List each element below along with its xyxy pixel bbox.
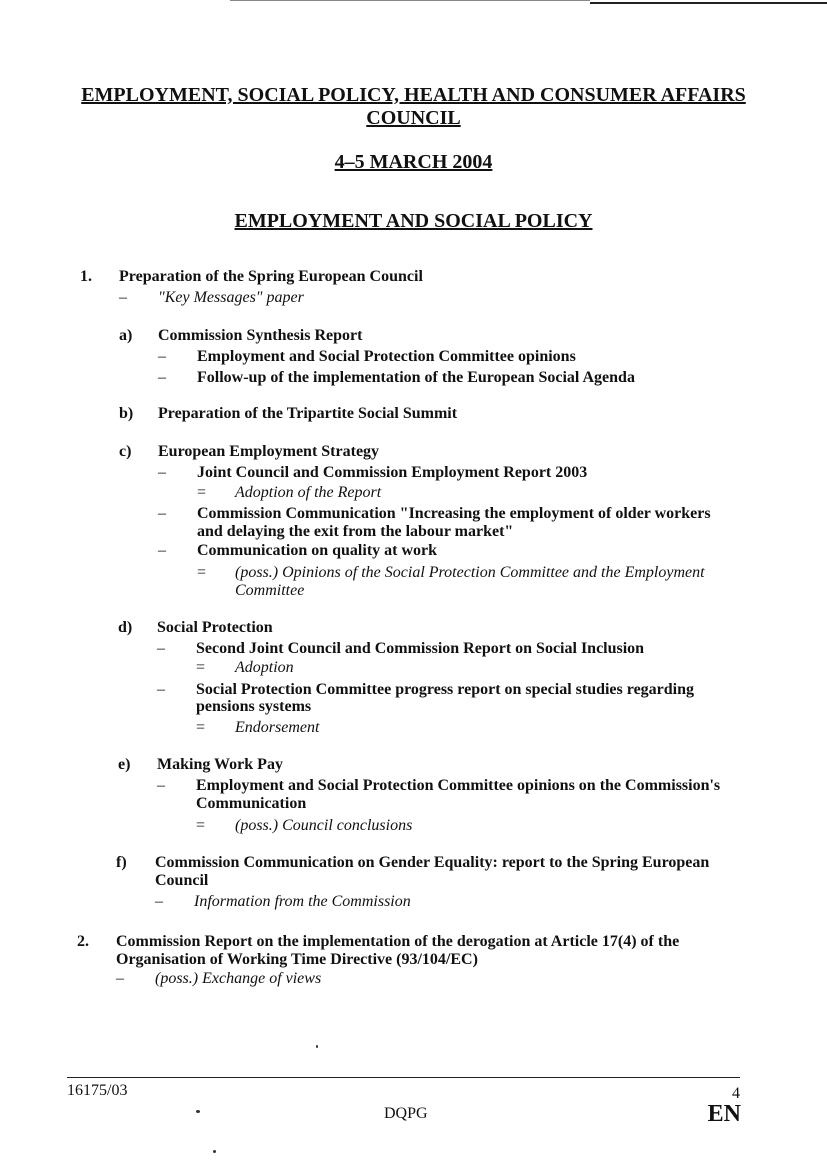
item-1c-sub-2-line-1: Commission Communication "Increasing the employment of older workers [197, 505, 711, 522]
item-1-number: 1. [80, 268, 92, 285]
item-1c-sub-1-note: Adoption of the Report [235, 484, 382, 501]
item-1d-sub-1: Second Joint Council and Commission Report on Social Inclusion [196, 640, 645, 657]
item-1c-sub-1: Joint Council and Commission Employment Report 2003 [197, 464, 588, 481]
item-1a-sub-1: Employment and Social Protection Committee opinions [197, 348, 576, 365]
item-1c-dash-1: – [158, 464, 166, 481]
scan-speck [213, 1150, 216, 1153]
item-1a-dash-1: – [158, 348, 166, 365]
item-1f-title-line-1: Commission Communication on Gender Equality: report to the Spring European [155, 854, 710, 871]
item-1e-sub-1-line-1: Employment and Social Protection Committee opinions on the Commission's [196, 777, 721, 794]
item-1c-eq-1: = [197, 484, 207, 501]
section-heading: EMPLOYMENT AND SOCIAL POLICY [234, 210, 593, 232]
item-1c-eq-3: = [197, 564, 207, 581]
item-2-title-line-1: Commission Report on the implementation of the derogation at Article 17(4) of the [116, 933, 680, 950]
item-1e-eq-1: = [196, 817, 206, 834]
item-1e-sub-1-note: (poss.) Council conclusions [235, 817, 413, 834]
item-1c-sub-3: Communication on quality at work [197, 542, 438, 559]
item-1-title: Preparation of the Spring European Council [119, 268, 423, 285]
footer-rule [67, 1077, 740, 1078]
item-1d-title: Social Protection [157, 619, 273, 636]
meeting-date: 4–5 MARCH 2004 [334, 151, 493, 173]
item-2-title-line-2: Organisation of Working Time Directive (93/104/EC) [116, 951, 478, 968]
item-2-note: (poss.) Exchange of views [155, 970, 322, 987]
scan-speck [196, 1110, 200, 1113]
item-1a-dash-2: – [158, 369, 166, 386]
footer-language-code: EN [707, 1101, 741, 1127]
footer-doc-ref: 16175/03 [67, 1082, 128, 1099]
item-1c-sub-3-note-line-1: (poss.) Opinions of the Social Protection Committee and the Employment [235, 564, 705, 581]
item-1c-sub-2-line-2: and delaying the exit from the labour market" [197, 523, 514, 540]
item-1c-sub-3-note-line-2: Committee [235, 582, 305, 599]
item-1c-dash-2: – [158, 505, 166, 522]
item-1f-dash: – [155, 893, 163, 910]
item-1d-label: d) [118, 619, 133, 636]
item-1b-title: Preparation of the Tripartite Social Summit [158, 405, 458, 422]
item-1-note: "Key Messages" paper [158, 289, 304, 306]
item-1d-sub-2-line-1: Social Protection Committee progress report on special studies regarding [196, 681, 695, 698]
item-1d-eq-2: = [196, 719, 206, 736]
item-1f-note: Information from the Commission [194, 893, 411, 910]
title-line-2: COUNCIL [366, 107, 461, 129]
item-1d-eq-1: = [196, 659, 206, 676]
footer-page-number: 4 [732, 1085, 740, 1102]
item-1e-dash-1: – [157, 777, 165, 794]
item-1e-sub-1-line-2: Communication [196, 795, 307, 812]
item-1c-title: European Employment Strategy [158, 443, 380, 460]
item-1f-title-line-2: Council [155, 872, 209, 889]
item-1f-label: f) [116, 854, 127, 871]
item-1d-sub-2-line-2: pensions systems [196, 698, 312, 715]
item-2-number: 2. [77, 933, 89, 950]
item-1c-label: c) [119, 443, 132, 460]
item-1c-dash-3: – [158, 542, 166, 559]
item-1a-sub-2: Follow-up of the implementation of the European Social Agenda [197, 369, 635, 386]
item-1e-label: e) [118, 756, 131, 773]
item-1-dash: – [119, 289, 127, 306]
item-1e-title: Making Work Pay [157, 756, 283, 773]
scan-top-rule-faint [230, 0, 590, 1]
item-1d-dash-2: – [157, 681, 165, 698]
item-1a-label: a) [119, 327, 133, 344]
scan-speck [316, 1045, 318, 1048]
item-1b-label: b) [119, 405, 134, 422]
item-1d-dash-1: – [157, 640, 165, 657]
item-2-dash: – [116, 970, 124, 987]
scan-top-rule [590, 2, 827, 4]
item-1a-title: Commission Synthesis Report [158, 327, 363, 344]
item-1d-sub-1-note: Adoption [235, 659, 294, 676]
item-1d-sub-2-note: Endorsement [235, 719, 320, 736]
title-line-1: EMPLOYMENT, SOCIAL POLICY, HEALTH AND CONSUMER AFFAIRS [81, 84, 746, 106]
footer-dept: DQPG [384, 1105, 428, 1122]
